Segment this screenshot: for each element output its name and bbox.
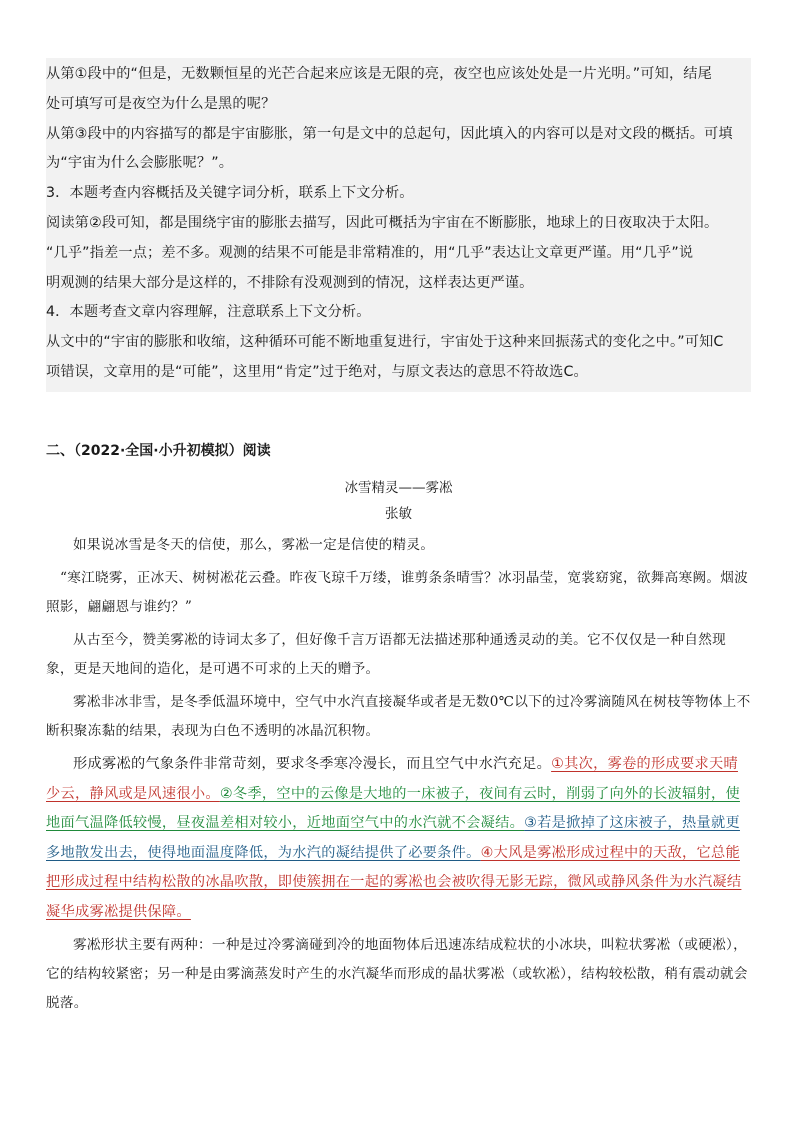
highlight-sentence-2: ②冬季，空中的云像是大地的一床被子，夜间有云时，削弱了向外的长波辐射，使地面气温降低较慢，昼夜温差相对较小，近地面空气中的水汽就不会凝结。 (46, 785, 740, 831)
answer-section (46, 58, 751, 392)
answer-line-7: “几乎”指差一点；差不多。观测的结果不可能是非常精准的，用“几乎”表达让文章更严谨。用“几乎”说 (46, 244, 694, 261)
article-paragraph-4: 雾凇非冰非雪，是冬季低温环境中，空气中水汽直接凝华或者是无数0℃以下的过冷雾滴随风在树枝等物体上不断积聚冻黏的结果，表现为白色不透明的冰晶沉积物。 (46, 694, 751, 739)
section-heading: 二、（2022·全国·小升初模拟）阅读 (46, 443, 271, 459)
highlight-sentence-4: ④大风是雾凇形成过程中的天敌，它总能把形成过程中结构松散的冰晶吹散，即使簇拥在一起的雾凇也会被吹得无影无踪，微风或静风条件为水汽凝结凝华成雾凇提供保障。 (46, 844, 742, 920)
article-paragraph-1: 如果说冰雪是冬天的信使，那么，雾凇一定是信使的精灵。 (73, 537, 435, 553)
answer-line-5: 3．本题考查内容概括及关键字词分析，联系上下文分析。 (46, 185, 414, 202)
highlight-sentence-1: ①其次，雾卷的形成要求天晴少云，静风或是风速很小。 (46, 756, 738, 802)
article-poem: “寒江晓雾，正冰天、树树凇花云叠。昨夜飞琼千万缕，谁剪条条晴雪？冰羽晶莹，宽裳窈窕，欲舞高寒阙。烟波照影，翩翩恩与谁约？” (46, 570, 749, 615)
highlight-sentence-3: ③若是掀掉了这床被子，热量就更多地散发出去，使得地面温度降低，为水汽的凝结提供了必要条件。 (46, 815, 740, 861)
answer-line-8: 明观测的结果大部分是这样的，不排除有没观测到的情况，这样表达更严谨。 (46, 274, 534, 291)
article-paragraph-6: 雾凇形状主要有两种：一种是过冷雾滴碰到冷的地面物体后迅速冻结成粒状的小冰块，叫粒状雾凇（或硬凇），它的结构较紧密；另一种是由雾滴蒸发时产生的水汽凝华而形成的晶状雾凇（或软凇），结构较松散，稍有震动就会脱落。 (46, 937, 748, 1011)
answer-line-4: 为“宇宙为什么会膨胀呢？”。 (46, 155, 234, 172)
answer-line-10: 从文中的“宇宙的膨胀和收缩，这种循环可能不断地重复进行，宇宙处于这种来回振荡式的变化之中。”可知C (46, 334, 724, 351)
answer-line-2: 处可填写可是夜空为什么是黑的呢？ (46, 95, 276, 112)
answer-line-11: 项错误，文章用的是“可能”，这里用“肯定”过于绝对，与原文表达的意思不符故选C。 (46, 363, 588, 380)
paragraph-5-intro: 形成雾凇的气象条件非常苛刻，要求冬季寒冷漫长，而且空气中水汽充足。 (73, 756, 552, 772)
answer-analysis-box (46, 58, 751, 392)
answer-line-6: 阅读第②段可知，都是围绕宇宙的膨胀去描写，因此可概括为宇宙在不断膨胀，地球上的日夜取决于太阳。 (46, 214, 719, 231)
article-author: 张敏 (385, 506, 412, 522)
answer-line-3: 从第③段中的内容描写的都是宇宙膨胀，第一句是文中的总起句，因此填入的内容可以是对文段的概括。可填 (46, 125, 733, 142)
article-title: 冰雪精灵——雾凇 (344, 480, 453, 496)
article-paragraph-3: 从古至今，赞美雾凇的诗词太多了，但好像千言万语都无法描述那种通透灵动的美。它不仅仅是一种自然现象，更是天地间的造化，是可遇不可求的上天的赠予。 (46, 632, 727, 677)
answer-line-1: 从第①段中的“但是，无数颗恒星的光芒合起来应该是无限的亮，夜空也应该处处是一片光明。”可知，结尾 (46, 66, 712, 82)
answer-line-9: 4．本题考查文章内容理解，注意联系上下文分析。 (46, 304, 371, 321)
article-paragraph-5 (46, 750, 751, 927)
reading-article (46, 475, 751, 1022)
